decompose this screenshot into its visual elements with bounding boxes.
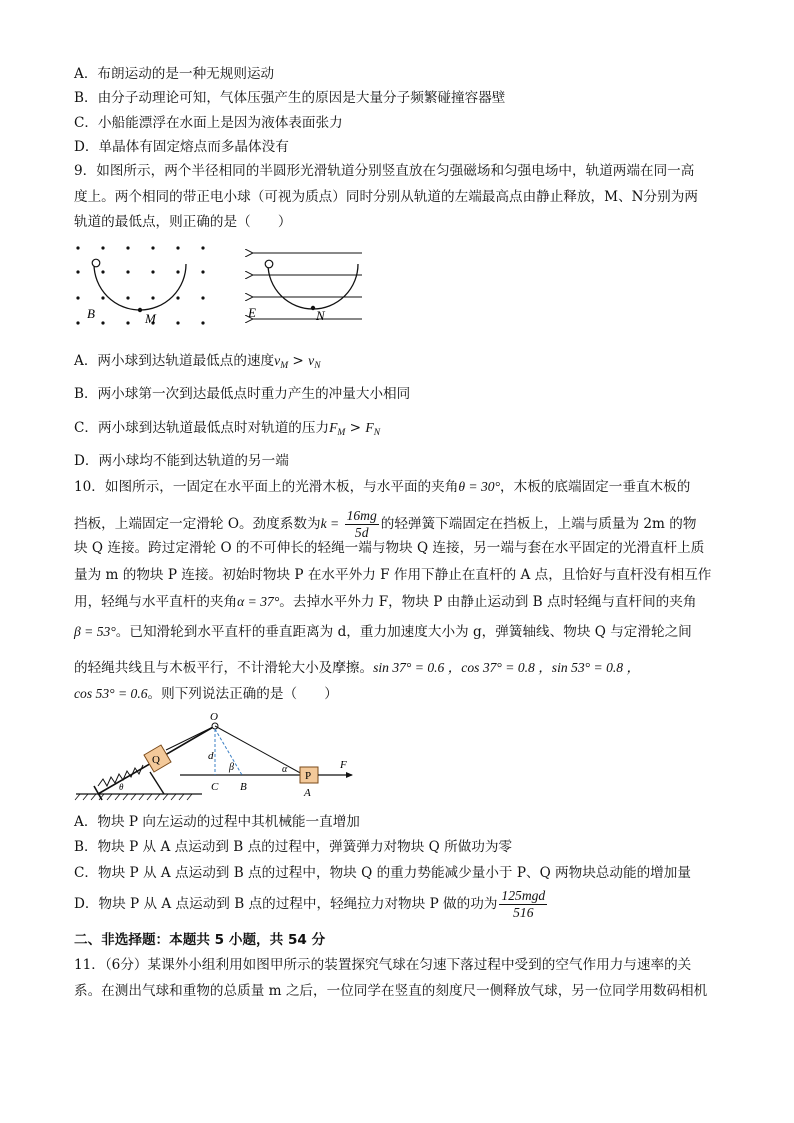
semicircle-track-magnetic	[94, 264, 186, 310]
q9-option-c: C．两小球到达轨道最低点时对轨道的压力$F_M > F_N$	[74, 420, 381, 438]
svg-text:Q: Q	[152, 754, 160, 766]
q9-option-d: D．两小球均不能到达轨道的另一端	[74, 453, 289, 469]
q9-stem-line2: 度上。两个相同的带正电小球（可视为质点）同时分别从轨道的左端最高点由静止释放，M、N分别为两	[74, 189, 698, 205]
rope-q-o	[166, 726, 215, 750]
q8-option-d: D．单晶体有固定熔点而多晶体没有	[74, 139, 289, 155]
svg-text:B: B	[240, 781, 247, 793]
svg-text:O: O	[210, 712, 218, 723]
ball-magnetic	[92, 259, 100, 267]
work-fraction: $\frac{\text{125mgd}}{516}$	[501, 888, 546, 920]
q10-stem-line3: 块 Q 连接。跨过定滑轮 O 的不可伸长的轻绳一端与物块 Q 连接，另一端与套在水平固定的光滑直杆上质	[74, 540, 705, 556]
q10-stem-line8: cos 53° = 0.6。则下列说法正确的是（ ）	[74, 686, 338, 702]
lowest-point-n	[311, 306, 315, 310]
svg-text:θ: θ	[119, 782, 124, 792]
svg-text:P: P	[305, 770, 312, 782]
q9-option-b: B．两小球第一次到达最低点时重力产生的冲量大小相同	[74, 386, 411, 402]
q10-stem-line5: 用，轻绳与水平直杆的夹角α = 37°。去掉水平外力 F，物块 P 由静止运动到 B 点时轻绳与直杆间的夹角	[74, 594, 697, 610]
q11-line2: 系。在测出气球和重物的总质量 m 之后，一位同学在竖直的刻度尺一侧释放气球，另一位同学用数码相机	[74, 983, 708, 999]
q10-stem-line1: 10．如图所示，一固定在水平面上的光滑木板，与水平面的夹角θ = 30°，木板的底端固定一垂直木板的	[74, 479, 691, 495]
q9-option-a: A．两小球到达轨道最低点的速度$v_M > v_N$	[74, 353, 321, 371]
label-e: E	[248, 305, 256, 320]
svg-text:β: β	[229, 762, 234, 773]
svg-text:F: F	[340, 759, 347, 771]
q9-figure-magnetic	[70, 240, 220, 330]
block-p	[300, 767, 318, 783]
svg-text:α: α	[282, 764, 288, 775]
svg-text:C: C	[211, 781, 219, 793]
q10-stem-line4: 量为 m 的物块 P 连接。初始时物块 P 在水平外力 F 作用下静止在直杆的 A 点，且恰好与直杆没有相互作	[74, 567, 712, 583]
svg-text:d: d	[208, 750, 214, 762]
label-m: M	[145, 311, 156, 326]
q8-option-b: B．由分子动理论可知，气体压强产生的原因是大量分子频繁碰撞容器壁	[74, 90, 506, 106]
q10-option-b: B．物块 P 从 A 点运动到 B 点的过程中，弹簧弹力对物块 Q 所做功为零	[74, 839, 513, 855]
q9-stem-line1: 9．如图所示，两个半径相同的半圆形光滑轨道分别竖直放在匀强磁场和匀强电场中，轨道两端在同一高	[74, 163, 695, 179]
q10-option-c: C．物块 P 从 A 点运动到 B 点的过程中，物块 Q 的重力势能减少量小于 P、Q 两物块总动能的增加量	[74, 865, 691, 881]
q8-option-c: C．小船能漂浮在水面上是因为液体表面张力	[74, 115, 343, 131]
spring-constant-fraction: $\frac{16mg}{5d}$	[346, 508, 377, 540]
q10-stem-line2: 挡板，上端固定一定滑轮 O。劲度系数为k = $\frac{16mg}{5d}$ 的轻弹簧下端固定在挡板上，上端与质量为 2m 的物	[74, 508, 697, 540]
semicircle-track-electric	[268, 264, 358, 309]
q10-option-a: A．物块 P 向左运动的过程中其机械能一直增加	[74, 814, 360, 830]
ground-hatch	[75, 794, 192, 800]
q11-line1: 11．（6分）某课外小组利用如图甲所示的装置探究气球在匀速下落过程中受到的空气作用力与速率的关	[74, 957, 692, 973]
q10-option-d: D．物块 P 从 A 点运动到 B 点的过程中，轻绳拉力对物块 P 做的功为 $\frac{\text{125mgd}}{516}$	[74, 888, 546, 920]
q10-stem-line7: 的轻绳共线且与木板平行，不计滑轮大小及摩擦。sin 37° = 0.6 ，cos 37° = 0.8 ，sin 53° = 0.8 ，	[74, 660, 641, 676]
q9-stem-line3: 轨道的最低点，则正确的是（ ）	[74, 214, 292, 230]
label-b: B	[87, 306, 95, 321]
svg-text:A: A	[304, 787, 311, 799]
magnetic-field-dots	[76, 246, 204, 324]
ball-electric	[265, 260, 273, 268]
label-n: N	[316, 308, 325, 323]
board-support	[150, 772, 164, 794]
q8-option-a: A．布朗运动的是一种无规则运动	[74, 66, 275, 82]
section-heading: 二、非选择题：本题共 5 小题，共 54 分	[74, 932, 326, 948]
q10-stem-line6: β = 53°。已知滑轮到水平直杆的垂直距离为 d，重力加速度大小为 g，弹簧轴线、物块 Q 与定滑轮之间	[74, 624, 692, 640]
lowest-point-m	[138, 308, 142, 312]
q10-figure	[72, 712, 362, 802]
q9-figure-electric	[244, 244, 368, 328]
